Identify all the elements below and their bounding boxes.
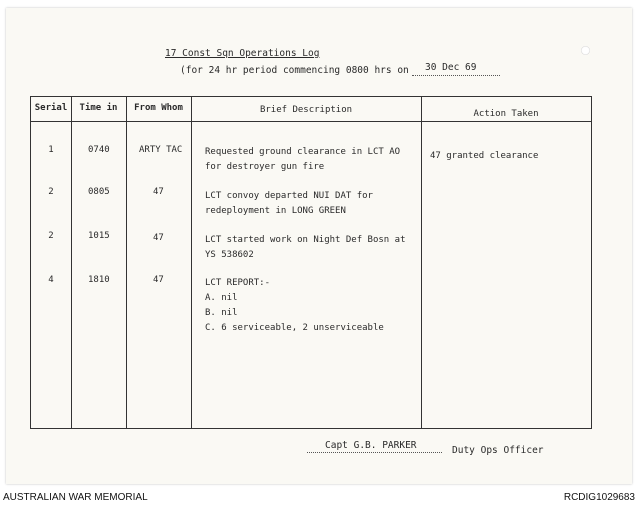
log-title: 17 Const Sqn Operations Log [165,48,320,59]
row-3-from: 47 [153,233,164,243]
header-divider [31,121,591,122]
row-4-desc-line-2: A. nil [205,293,238,303]
row-3-desc-line-2: YS 538602 [205,250,254,260]
archive-footer-right: RCDIG1029683 [563,492,635,503]
archive-footer-left: AUSTRALIAN WAR MEMORIAL [3,492,148,503]
row-1-action: 47 granted clearance [430,151,539,161]
row-4-desc-line-4: C. 6 serviceable, 2 unserviceable [205,323,384,333]
row-2-from: 47 [153,187,164,197]
row-1-desc-line-2: for destroyer gun fire [205,162,325,172]
signature-dotted-line [307,452,442,453]
date-dotted-line [412,75,500,76]
period-label: (for 24 hr period commencing 0800 hrs on [180,65,409,76]
row-3-desc-line-1: LCT started work on Night Def Bosn at [205,235,406,245]
header-action-taken: Action Taken [473,109,539,119]
column-divider [421,97,422,428]
header-serial: Serial [34,103,68,113]
row-1-serial: 1 [48,145,54,155]
row-2-time: 0805 [88,187,110,197]
signature-name: Capt G.B. PARKER [325,440,417,451]
header-brief-description: Brief Description [259,105,353,115]
header-from-whom: From Whom [134,103,183,113]
operations-log-table [30,96,592,429]
row-1-desc-line-1: Requested ground clearance in LCT AO [205,147,401,157]
row-4-desc-line-1: LCT REPORT:- [205,278,271,288]
signature-role: Duty Ops Officer [452,445,544,456]
row-2-desc-line-2: redeployment in LONG GREEN [205,206,346,216]
row-4-desc-line-3: B. nil [205,308,238,318]
row-1-time: 0740 [88,145,110,155]
column-divider [191,97,192,428]
column-divider [126,97,127,428]
row-1-from: ARTY TAC [139,145,183,155]
row-2-desc-line-1: LCT convoy departed NUI DAT for [205,191,373,201]
column-divider [71,97,72,428]
row-4-time: 1810 [88,275,110,285]
row-4-serial: 4 [48,275,54,285]
header-time-in: Time in [79,103,118,113]
log-date: 30 Dec 69 [425,62,477,73]
row-3-serial: 2 [48,231,54,241]
punch-hole [581,46,590,55]
row-3-time: 1015 [88,231,110,241]
row-2-serial: 2 [48,187,54,197]
row-4-from: 47 [153,275,164,285]
